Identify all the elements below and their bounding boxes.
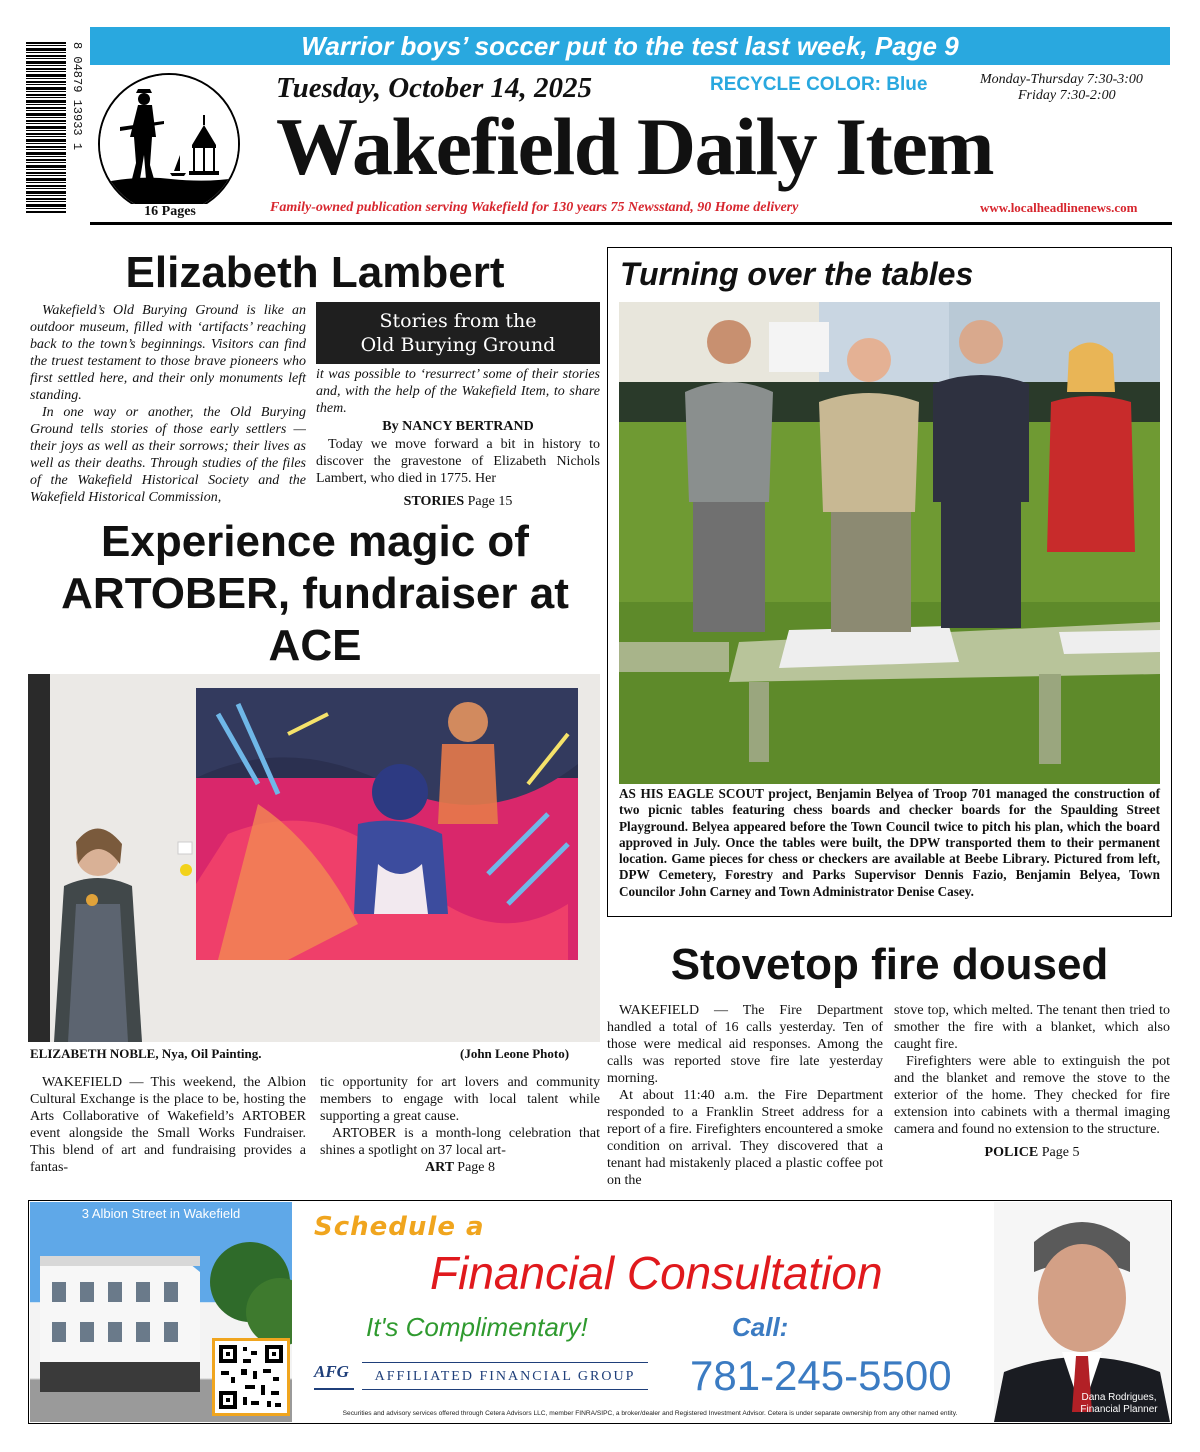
fire-c1-p2: At about 11:40 a.m. the Fire Department responded to a Franklin Street address for a report of a fire. Firefighters encountered a smoke condition on arrival. They discovered that a tenant had mistakenly placed a plastic coffee pot on the [607, 1088, 883, 1188]
tables-photo-caption: AS HIS EAGLE SCOUT project, Benjamin Belyea of Troop 701 managed the construction of two picnic tables featuring chess boards and checker boards for the Spaulding Street Playground. Belyea appeared before the Town Council twice to pitch his plan, which the board approved in July. Once the tables were built, the DPW transported them to their permanent location. Game pieces for chess or checkers are available at Beebe Library. Pictured from left, DPW Cemetery, Forestry and Parks Supervisor Dennis Fazio, Benjamin Belyea, Town Councilor John Carney and Town Administrator Denise Casey. [619, 786, 1160, 899]
ad-complimentary-text: It's Complimentary! [366, 1312, 588, 1342]
ad-disclaimer: Securities and advisory services offered through Cetera Advisors LLC, member FINRA/SIPC, a broker/dealer and Registered Investment Advisor. Cetera is under separate ownership from any other named entity. [342, 1410, 958, 1417]
jump-page: Page 8 [457, 1160, 496, 1175]
ad-address: 3 Albion Street in Wakefield [81, 1206, 241, 1221]
artober-col2-p1: tic opportunity for art lovers and community members to engage with local talent while supporting a great cause. [320, 1075, 600, 1124]
jump-word: POLICE [984, 1145, 1039, 1160]
fire-c2-p1: stove top, which melted. The tenant then tried to smother the fire with a blanket, which also caught fire. [894, 1003, 1170, 1052]
barcode-lines [26, 42, 66, 214]
fire-c1-p1: WAKEFIELD — The Fire Department handled a total of 16 calls yesterday. Ten of those were medical aid responses. Among the calls was reported stove fire late yesterday morning. [607, 1003, 883, 1086]
recycle-color: RECYCLE COLOR: Blue [710, 74, 928, 95]
ad-planner-name [1070, 1392, 1168, 1416]
artober-headline[interactable]: Experience magic of ARTOBER, fundraiser at ACE [61, 517, 569, 670]
artober-col2-p2: ARTOBER is a month-long celebration that shines a spotlight on 37 local art- [320, 1126, 600, 1158]
artober-column-1 [30, 1074, 306, 1176]
ad-call-label: Call: [732, 1312, 789, 1342]
lambert-intro-column [30, 302, 306, 506]
tagline: Family-owned publication serving Wakefield for 130 years 75 Newsstand, 90 Home delivery [270, 200, 799, 215]
artober-column-2 [320, 1074, 600, 1176]
tables-headline[interactable]: Turning over the tables [620, 256, 974, 292]
ad-planner-photo [994, 1202, 1170, 1422]
lambert-intro-p2: In one way or another, the Old Burying Ground tells stories of those early settlers — their joys as well as their sorrows; their lives as well as their deaths. Through studies of the files of the Wakefield Historical Society and the Wakefield Historical Commission, [30, 405, 306, 505]
masthead-rule [90, 222, 1172, 225]
newspaper-title: Wakefield Daily Item [276, 101, 994, 192]
masthead-logo [98, 73, 240, 215]
jump-word: STORIES [403, 494, 465, 509]
ad-phone-number[interactable]: 781-245-5500 [690, 1352, 952, 1399]
website-link[interactable]: www.localheadlinenews.com [980, 200, 1138, 215]
jump-page: Page 5 [1041, 1145, 1080, 1160]
artober-photo-caption: ELIZABETH NOBLE, Nya, Oil Painting. [30, 1046, 262, 1061]
lambert-byline: By NANCY BERTRAND [382, 419, 534, 434]
fire-jump[interactable] [894, 1144, 1170, 1161]
fire-headline[interactable]: Stovetop fire doused [670, 940, 1109, 989]
jump-word: ART [424, 1160, 454, 1175]
barcode-number: 8 04879 13933 1 [70, 42, 84, 151]
lambert-headline[interactable]: Elizabeth Lambert [125, 248, 505, 297]
barcode [26, 42, 84, 214]
planner-name: Dana Rodrigues, [1081, 1392, 1157, 1403]
series-box-line2: Old Burying Ground [360, 334, 556, 356]
hours-friday: Friday 7:30-2:00 [1018, 88, 1116, 103]
artober-jump[interactable] [320, 1159, 600, 1176]
lambert-body: Today we move forward a bit in history to discover the gravestone of Elizabeth Nichols Lambert, who died in 1775. Her [316, 437, 600, 486]
fire-column-2 [894, 1002, 1170, 1161]
series-box-line1: Stories from the [379, 310, 537, 332]
lambert-body-column [316, 366, 600, 510]
page-count: 16 Pages [110, 204, 230, 220]
office-hours [980, 72, 1143, 104]
jump-page: Page 15 [467, 494, 513, 509]
fire-column-1 [607, 1002, 883, 1189]
qr-code-icon[interactable] [212, 1338, 290, 1416]
afg-logo: AFG [314, 1362, 354, 1390]
afg-company-name: AFFILIATED FINANCIAL GROUP [362, 1362, 648, 1390]
lambert-jump[interactable] [316, 493, 600, 510]
artober-photo-credit: (John Leone Photo) [460, 1046, 570, 1061]
top-banner-teaser[interactable]: Warrior boys’ soccer put to the test last week, Page 9 [90, 27, 1170, 65]
series-box [316, 302, 600, 364]
ad-schedule-text: Schedule a [314, 1212, 485, 1242]
issue-date: Tuesday, October 14, 2025 [276, 72, 592, 104]
hours-weekday: Monday-Thursday 7:30-3:00 [980, 72, 1143, 87]
artober-col1-text: WAKEFIELD — This weekend, the Albion Cultural Exchange is the place to be, hosting the Arts Collaborative of Wakefield’s ARTOBER event alongside the Small Works Fundraiser. This blend of art and fundraising provides a fantas- [30, 1075, 306, 1175]
lambert-intro-p1: Wakefield’s Old Burying Ground is like an outdoor museum, filled with ‘artifacts’ reaching back to the town’s beginnings. Visitors can find the truest testament to those brave pioneers who first settled here, and their only monuments left standing. [30, 303, 306, 403]
lambert-intro-p3: it was possible to ‘resurrect’ some of their stories and, with the help of the Wakefield Item, to share them. [316, 367, 600, 416]
tables-photo [619, 302, 1160, 784]
fire-c2-p2: Firefighters were able to extinguish the pot and the blanket and remove the stove to the exterior of the home. They checked for fire extension into cabinets with a thermal imaging camera and found no extension to the structure. [894, 1054, 1170, 1137]
ad-consultation-text: Financial Consultation [430, 1247, 883, 1299]
planner-title: Financial Planner [1080, 1404, 1158, 1415]
artober-photo [28, 674, 600, 1042]
